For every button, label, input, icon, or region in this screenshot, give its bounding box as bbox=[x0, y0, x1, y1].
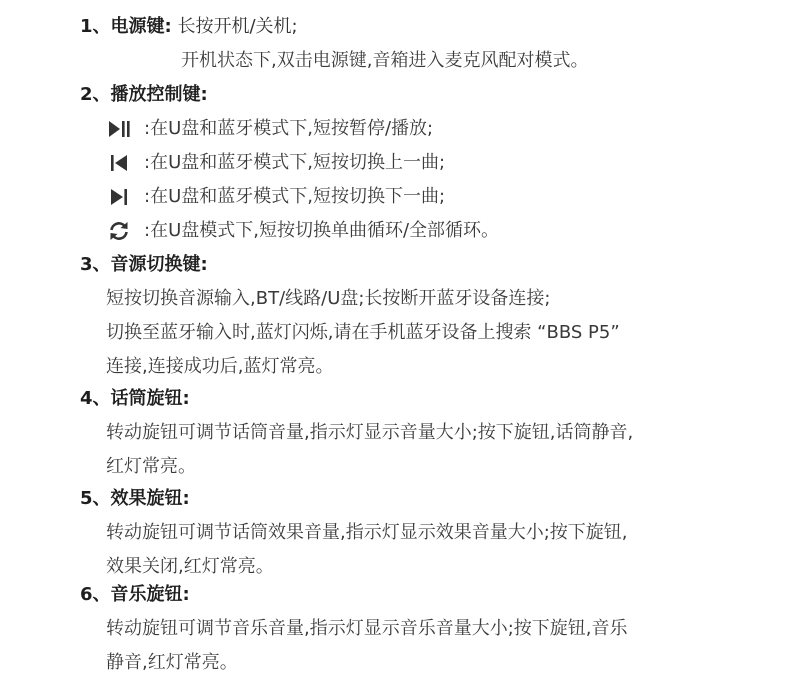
play-pause-icon bbox=[106, 116, 132, 142]
section-5-line-1: 转动旋钮可调节话筒效果音量,指示灯显示效果音量大小;按下旋钮, bbox=[106, 522, 628, 543]
previous-track-text: :在U盘和蓝牙模式下,短按切换上一曲; bbox=[144, 152, 446, 173]
next-track-icon bbox=[106, 184, 132, 210]
section-3-heading: 3、音源切换键: bbox=[80, 254, 208, 275]
section-3-line-1: 短按切换音源输入,BT/线路/U盘;长按断开蓝牙设备连接; bbox=[106, 288, 551, 309]
section-5-line-2: 效果关闭,红灯常亮。 bbox=[106, 556, 274, 577]
section-1-title: 1、电源键: bbox=[80, 16, 172, 37]
repeat-icon bbox=[106, 218, 132, 244]
section-5-heading: 5、效果旋钮: bbox=[80, 488, 190, 509]
section-4-line-1: 转动旋钮可调节话筒音量,指示灯显示音量大小;按下旋钮,话筒静音, bbox=[106, 422, 634, 443]
previous-track-item bbox=[106, 150, 445, 176]
section-4-line-2: 红灯常亮。 bbox=[106, 456, 196, 477]
section-6-heading: 6、音乐旋钮: bbox=[80, 584, 190, 605]
section-1-subline: 开机状态下,双击电源键,音箱进入麦克风配对模式。 bbox=[181, 50, 589, 71]
repeat-item bbox=[106, 218, 499, 244]
previous-track-icon bbox=[106, 150, 132, 176]
section-3-line-2: 切换至蓝牙输入时,蓝灯闪烁,请在手机蓝牙设备上搜索 “BBS P5” bbox=[106, 322, 620, 343]
repeat-text: :在U盘模式下,短按切换单曲循环/全部循环。 bbox=[144, 220, 500, 241]
section-2-heading: 2、播放控制键: bbox=[80, 84, 208, 105]
section-6-line-2: 静音,红灯常亮。 bbox=[106, 652, 238, 673]
section-4-heading: 4、话筒旋钮: bbox=[80, 388, 190, 409]
section-3-line-3: 连接,连接成功后,蓝灯常亮。 bbox=[106, 356, 334, 377]
section-6-line-1: 转动旋钮可调节音乐音量,指示灯显示音乐音量大小;按下旋钮,音乐 bbox=[106, 618, 628, 639]
play-pause-item bbox=[106, 116, 433, 142]
next-track-item bbox=[106, 184, 445, 210]
section-1-desc: 长按开机/关机; bbox=[171, 16, 298, 37]
next-track-text: :在U盘和蓝牙模式下,短按切换下一曲; bbox=[144, 186, 446, 207]
section-1-heading bbox=[80, 14, 298, 40]
play-pause-text: :在U盘和蓝牙模式下,短按暂停/播放; bbox=[144, 118, 434, 139]
